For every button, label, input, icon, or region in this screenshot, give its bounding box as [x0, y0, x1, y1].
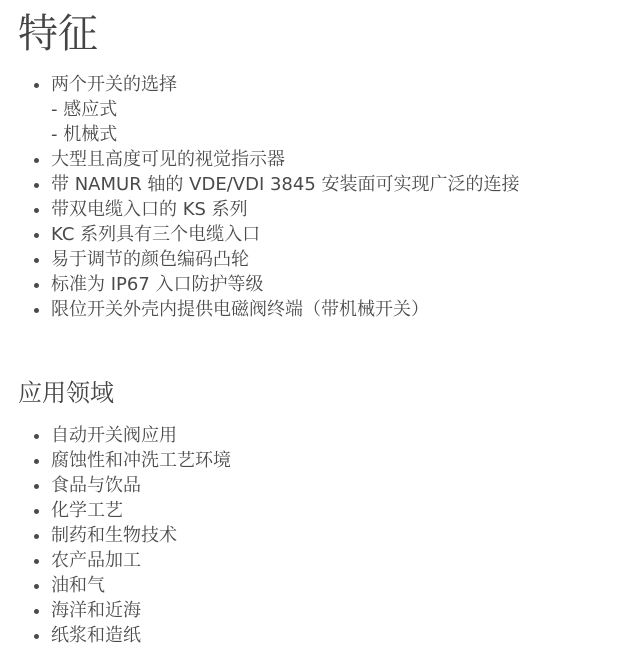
list-item: • 大型且高度可见的视觉指示器 — [51, 147, 520, 172]
list-item: • 带 NAMUR 轴的 VDE/VDI 3845 安装面可实现广泛的连接 — [51, 172, 520, 197]
applications-list — [30, 423, 231, 648]
list-item: • KC 系列具有三个电缆入口 — [51, 222, 520, 247]
list-item: • 限位开关外壳内提供电磁阀终端（带机械开关） — [51, 297, 520, 322]
list-item: • 带双电缆入口的 KS 系列 — [51, 197, 520, 222]
list-item: • 食品与饮品 — [51, 473, 231, 498]
features-list — [30, 72, 520, 322]
sub-item: - 机械式 — [51, 124, 118, 145]
sub-item: - 感应式 — [51, 99, 118, 120]
list-item: • 腐蚀性和冲洗工艺环境 — [51, 448, 231, 473]
list-item: • 农产品加工 — [51, 548, 231, 573]
feature-text: 两个开关的选择 — [51, 74, 177, 95]
list-item: • 易于调节的颜色编码凸轮 — [51, 247, 520, 272]
list-item — [51, 72, 520, 147]
list-item: • 标准为 IP67 入口防护等级 — [51, 272, 520, 297]
list-item: • 纸浆和造纸 — [51, 623, 231, 648]
list-item: • 化学工艺 — [51, 498, 231, 523]
list-item: • 自动开关阀应用 — [51, 423, 231, 448]
list-item: • 油和气 — [51, 573, 231, 598]
features-heading: 特征 — [18, 11, 98, 57]
list-item: • 海洋和近海 — [51, 598, 231, 623]
applications-heading: 应用领域 — [18, 379, 114, 407]
list-item: • 制药和生物技术 — [51, 523, 231, 548]
